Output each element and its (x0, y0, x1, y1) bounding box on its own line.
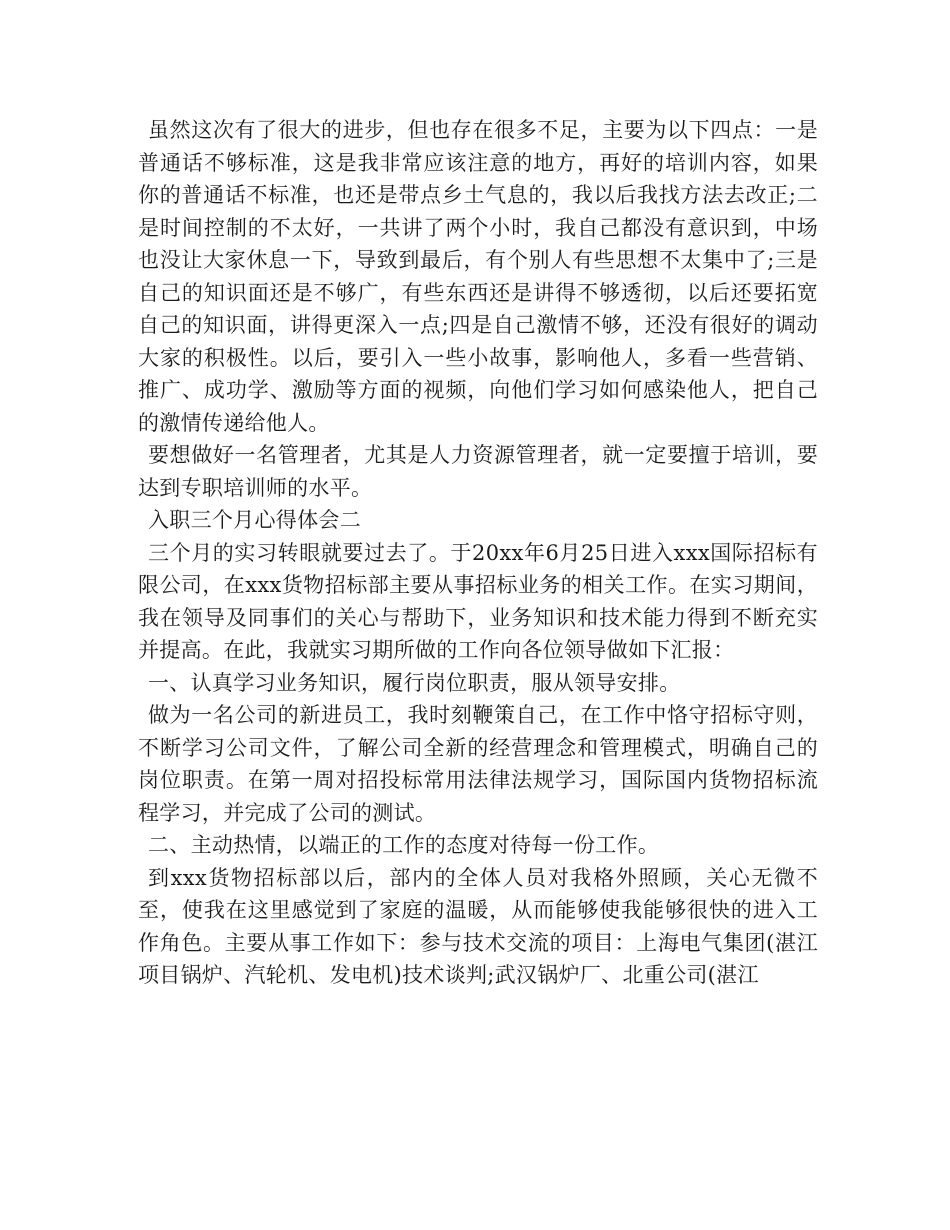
section-heading: 入职三个月心得体会二 (148, 508, 361, 532)
paragraph: 三个月的实习转眼就要过去了。于20xx年6月25日进入xxx国际招标有限公司，在xxx货物招标部主要从事招标业务的相关工作。在实习期间，我在领导及同事们的关心与帮助下，业务知识和技术能力得到不断充实并提高。在此，我就实习期所做的工作向各位领导做如下汇报： (138, 540, 818, 662)
paragraph: 做为一名公司的新进员工，我时刻鞭策自己，在工作中恪守招标守则，不断学习公司文件，了解公司全新的经营理念和管理模式，明确自己的岗位职责。在第一周对招投标常用法律法规学习，国际国内货物招标流程学习，并完成了公司的测试。 (138, 703, 818, 825)
subsection-heading: 二、主动热情，以端正的工作的态度对待每一份工作。 (148, 833, 660, 857)
paragraph: 要想做好一名管理者，尤其是人力资源管理者，就一定要擅于培训，要达到专职培训师的水平。 (138, 443, 818, 500)
document-body (138, 114, 818, 992)
paragraph: 到xxx货物招标部以后，部内的全体人员对我格外照顾，关心无微不至，使我在这里感觉到了家庭的温暖，从而能够使我能够很快的进入工作角色。主要从事工作如下：参与技术交流的项目：上海电气集团(湛江项目锅炉、汽轮机、发电机)技术谈判;武汉锅炉厂、北重公司(湛江 (138, 865, 818, 987)
paragraph: 虽然这次有了很大的进步，但也存在很多不足，主要为以下四点：一是普通话不够标准，这是我非常应该注意的地方，再好的培训内容，如果你的普通话不标准，也还是带点乡土气息的，我以后我找方法去改正;二是时间控制的不太好，一共讲了两个小时，我自己都没有意识到，中场也没让大家休息一下，导致到最后，有个别人有些思想不太集中了;三是自己的知识面还是不够广，有些东西还是讲得不够透彻，以后还要拓宽自己的知识面，讲得更深入一点;四是自己激情不够，还没有很好的调动大家的积极性。以后，要引入一些小故事，影响他人，多看一些营销、推广、成功学、激励等方面的视频，向他们学习如何感染他人，把自己的激情传递给他人。 (138, 118, 818, 435)
subsection-heading: 一、认真学习业务知识，履行岗位职责，服从领导安排。 (148, 670, 681, 695)
